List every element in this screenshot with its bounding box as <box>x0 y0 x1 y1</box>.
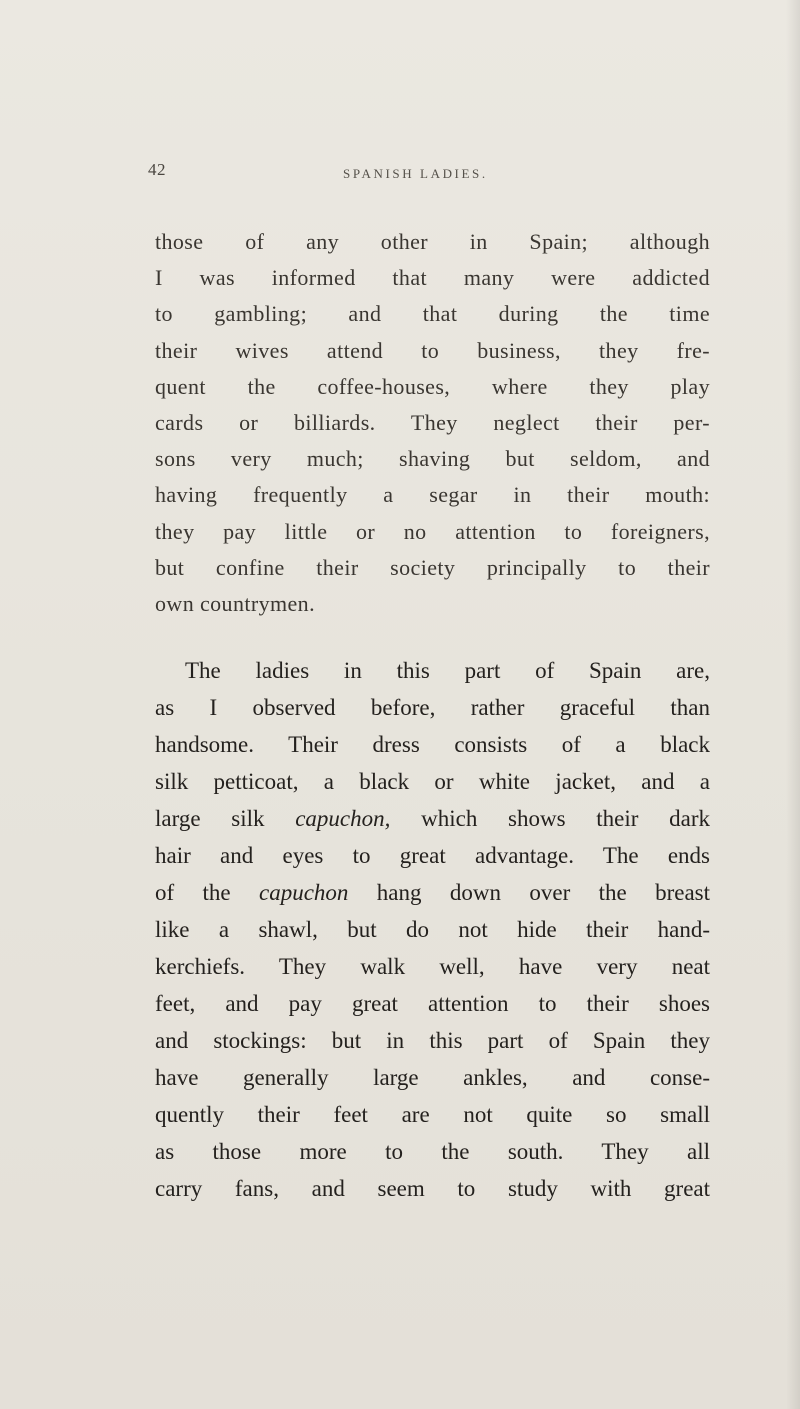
running-title: SPANISH LADIES. <box>343 166 488 181</box>
text-line: and stockings: but in this part of Spain they <box>155 1028 710 1054</box>
text-segment: hang down over the breast <box>348 880 711 906</box>
paragraph-1 <box>155 224 710 622</box>
text-segment: large silk <box>155 806 296 832</box>
text-segment: which shows their dark <box>390 806 710 832</box>
text-line: silk petticoat, a black or white jacket, and a <box>155 769 710 795</box>
text-line: quent the coffee-houses, where they play <box>155 373 710 399</box>
italic-term: capuchon <box>259 880 349 906</box>
text-line: to gambling; and that during the time <box>155 301 710 327</box>
text-line <box>155 800 710 837</box>
text-line: kerchiefs. They walk well, have very neat <box>155 954 710 980</box>
text-line: their wives attend to business, they fre- <box>155 337 710 363</box>
text-line: cards or billiards. They neglect their per- <box>155 410 710 436</box>
italic-term: capuchon, <box>295 806 391 832</box>
text-line: hair and eyes to great advantage. The ends <box>155 843 710 869</box>
text-line: The ladies in this part of Spain are, <box>185 658 710 684</box>
text-line <box>155 874 710 911</box>
text-line: have generally large ankles, and conse- <box>155 1065 710 1091</box>
text-line: I was informed that many were addicted <box>155 265 710 291</box>
text-segment: of the <box>155 880 260 906</box>
text-line: like a shawl, but do not hide their hand- <box>155 917 710 943</box>
text-line: those of any other in Spain; although <box>155 229 710 254</box>
text-line: quently their feet are not quite so small <box>155 1102 710 1128</box>
running-head <box>148 160 708 190</box>
text-line: carry fans, and seem to study with great <box>155 1176 710 1202</box>
text-line: handsome. Their dress consists of a black <box>155 732 710 758</box>
text-line: as I observed before, rather graceful than <box>155 695 710 721</box>
text-line: own countrymen. <box>155 591 315 617</box>
page-number: 42 <box>148 160 166 179</box>
paragraph-2 <box>155 652 710 1207</box>
body-text <box>155 224 710 1207</box>
text-line: sons very much; shaving but seldom, and <box>155 446 710 472</box>
text-line: they pay little or no attention to foreigners, <box>155 518 710 544</box>
text-line: as those more to the south. They all <box>155 1139 710 1165</box>
text-line: but confine their society principally to their <box>155 554 710 580</box>
text-line: feet, and pay great attention to their shoes <box>155 991 710 1017</box>
text-line: having frequently a segar in their mouth: <box>155 482 710 508</box>
